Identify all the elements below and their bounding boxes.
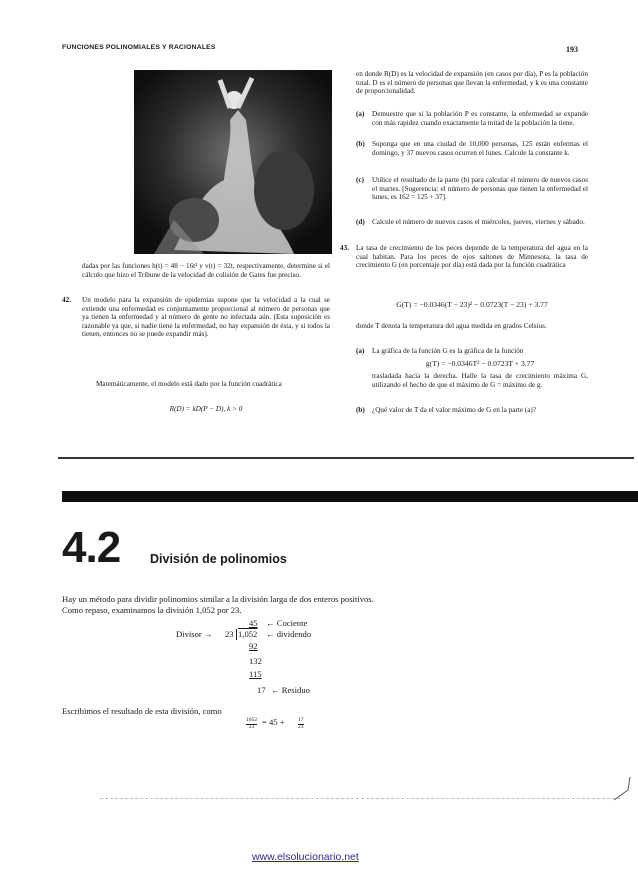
- part-a2-label: (a): [356, 347, 365, 355]
- paragraph-functions: dadas por las funciones h(t) = 48 − 16t² y v(t) = 32t, respectivamente, determine si el cálculo que hizo el Tribune de la velocidad de colisión de Gates fue preciso.: [82, 262, 330, 279]
- section-header-band: [62, 491, 638, 502]
- exercise-43-number: 43.: [340, 244, 349, 252]
- result-fraction-left: 1052 23: [246, 717, 257, 730]
- scan-artifact-line: [100, 798, 620, 800]
- part-a2-text2: trasladada hacia la derecha. Halle la tasa de crecimiento máxima G, utilizando el hecho de que el máximo de G = máximo de g.: [372, 372, 588, 389]
- growth-formula: G(T) = −0.0346(T − 23)² − 0.0723(T − 23) + 3.77: [396, 300, 548, 309]
- page-curl-mark: [612, 776, 632, 802]
- part-c-label: (c): [356, 176, 364, 184]
- part-b2-label: (b): [356, 406, 365, 414]
- exercise-42-number: 42.: [62, 296, 71, 304]
- part-a2-text: La gráfica de la función G es la gráfica de la función: [372, 347, 524, 355]
- section-title: División de polinomios: [150, 552, 287, 566]
- part-b2-text: ¿Qué valor de T da el valor máximo de G en la parte (a)?: [372, 406, 536, 414]
- part-a-label: (a): [356, 110, 365, 118]
- exercise-43-text: La tasa de crecimiento de los peces depende de la temperatura del agua en la cual habitan. Para los peces de ojos saltones de Minnesota, la tasa de crecimiento G (en porcentaje por día) está dada por la función cuadrática: [356, 244, 588, 269]
- right-intro: en donde R(D) es la velocidad de expansión (en casos por día), P es la población total. D es el número de personas que llevan la enfermedad, y k es una constante de proporcionalidad.: [356, 70, 588, 95]
- epidemic-formula: R(D) = kD(P − D), k > 0: [169, 405, 243, 413]
- dividend-value: 1,052: [238, 629, 258, 639]
- quotient-value: 45: [249, 618, 258, 628]
- exercise-42-text2: Matemáticamente, el modelo está dado por la función cuadrática: [96, 380, 282, 388]
- section-divider-line: [58, 457, 634, 459]
- part-b-text: Suponga que en una ciudad de 10,000 personas, 125 están enfermas el domingo, y 37 nuevos casos ocurren el lunes. Calcule la constante k.: [372, 140, 588, 157]
- exercise-42-text: Un modelo para la expansión de epidemias supone que la velocidad a la cual se extiende una enfermedad es conjuntamente proporcional al número de personas que ya tienen la enfermedad y al número de gente no infectada aún. (Esta suposición es razonable ya que, si nadie tiene la enfermedad, no hay expansión de ésta, y si todos la tienen, entonces no se puede expandir más).: [82, 296, 330, 338]
- g-formula: g(T) = −0.0346T² − 0.0723T + 3.77: [425, 359, 535, 368]
- divisor-value: 23: [225, 629, 234, 639]
- section-paragraph-3: Escribimos el resultado de esta división, como: [62, 706, 222, 716]
- section-paragraph-1: Hay un método para dividir polinomios similar a la división larga de dos enteros positivos.: [62, 594, 374, 604]
- part-d-label: (d): [356, 218, 365, 226]
- remainder-value: 17: [257, 685, 266, 695]
- basketball-photo: [134, 70, 332, 254]
- remainder-label: ← Residuo: [271, 685, 310, 695]
- divisor-label: Divisor →: [176, 629, 213, 639]
- footer-link[interactable]: www.elsolucionario.net: [252, 851, 359, 863]
- result-fraction-right: 17 23: [298, 717, 304, 730]
- part-d-text: Calcule el número de nuevos casos el miércoles, jueves, viernes y sábado.: [372, 218, 585, 226]
- section-number: 4.2: [62, 523, 121, 572]
- part-a-text: Demuestre que si la población P es constante, la enfermedad se expande con más rapidez cuando exactamente la mitad de la población la tiene.: [372, 110, 588, 127]
- part-c-text: Utilice el resultado de la parte (b) para calcular el número de nuevos casos el martes. [Sugerencia: el número de personas que tienen la enfermedad el lunes, es 162 = 125 + 37].: [372, 176, 588, 201]
- running-header: FUNCIONES POLINOMIALES Y RACIONALES: [62, 44, 216, 51]
- division-step-3: 115: [249, 669, 262, 679]
- temperature-definition: donde T denota la temperatura del agua medida en grados Celsius.: [356, 322, 547, 330]
- page-number: 193: [566, 45, 578, 54]
- division-step-2: 132: [249, 656, 262, 666]
- result-equation: = 45 +: [262, 717, 285, 727]
- part-b-label: (b): [356, 140, 365, 148]
- dividend-label: ← dividendo: [266, 629, 312, 639]
- division-step-1: 92: [249, 641, 258, 651]
- quotient-label: ← Cociente: [266, 618, 308, 628]
- section-paragraph-2: Como repaso, examinamos la división 1,052 por 23.: [62, 605, 242, 615]
